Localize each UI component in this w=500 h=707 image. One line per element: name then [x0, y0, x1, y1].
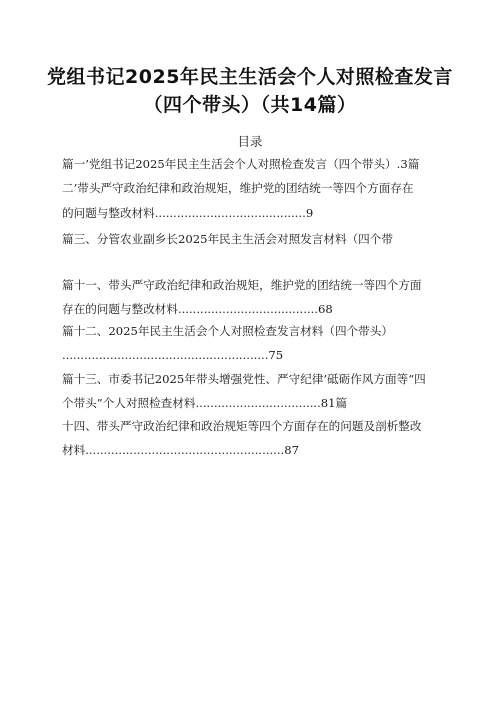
toc-line: 存在的问题与整改材料......................................68	[62, 302, 333, 316]
toc-line: 二’带头严守政治纪律和政治规矩，维护党的团结统一等四个方面存在	[62, 181, 414, 195]
document-title-line-1: 党组书记2025年民主生活会个人对照检查发言	[47, 66, 453, 88]
toc-line: 的问题与整改材料.........................................9	[62, 206, 314, 220]
toc-line: 篇三、分管农业副乡长2025年民主生活会对照发言材料（四个带	[62, 232, 393, 246]
toc-line: 十四、带头严守政治纪律和政治规矩等四个方面存在的问题及剖析整改	[62, 419, 422, 433]
toc-line: 材料......................................................87	[62, 443, 299, 457]
toc-line: 篇十二、2025年民主生活会个人对照检查发言材料（四个带头）	[62, 324, 393, 338]
toc-line: 篇十一、带头严守政治纪律和政治规矩，维护党的团结统一等四个方面	[62, 278, 422, 292]
document-title-line-2: （四个带头）（共14篇）	[143, 94, 357, 116]
toc-line: ........................................................75	[62, 348, 284, 362]
toc-line: 个带头”个人对照检查材料..................................81篇	[62, 396, 348, 410]
toc-line: 篇一’党组书记2025年民主生活会个人对照检查发言（四个带头）.3篇	[62, 157, 420, 171]
toc-heading: 目录	[237, 134, 263, 149]
toc-line: 篇十三、市委书记2025年带头增强党性、严守纪律’砥砺作风方面等“四	[62, 372, 426, 386]
